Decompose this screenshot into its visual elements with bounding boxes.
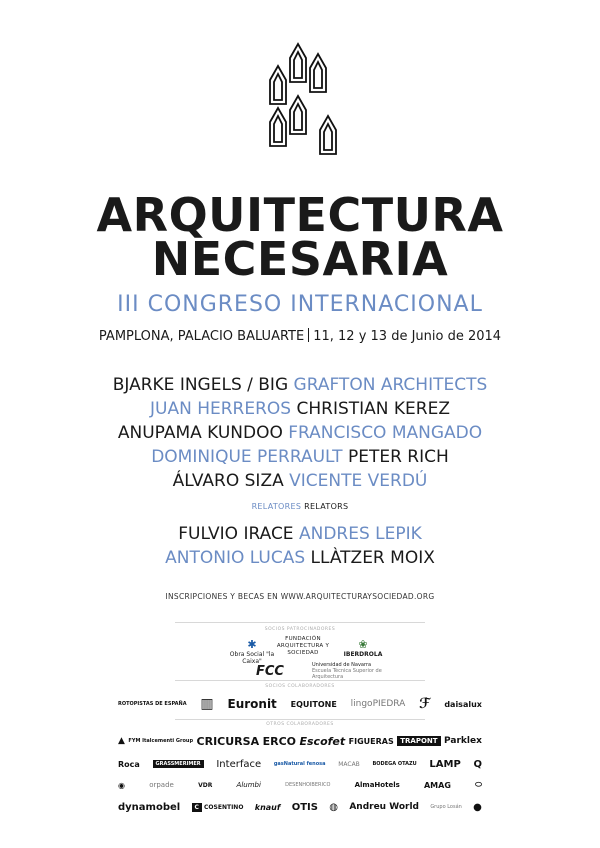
relator: LLÀTZER MOIX xyxy=(310,548,435,568)
sponsor-logo: orpade xyxy=(149,781,174,789)
sponsor-row xyxy=(118,732,482,750)
sponsor-logo: Parklex xyxy=(444,736,482,746)
speakers-list xyxy=(0,373,600,493)
speaker: CHRISTIAN KEREZ xyxy=(296,399,450,419)
dates: 11, 12 y 13 de Junio de 2014 xyxy=(313,329,502,344)
obra-social-label: Obra Social "la Caixa" xyxy=(229,651,275,665)
sponsor-row xyxy=(118,798,482,816)
divider xyxy=(308,328,309,342)
speaker-row xyxy=(0,445,600,469)
speaker: BJARKE INGELS / BIG xyxy=(112,375,289,395)
sponsor-logo: Roca xyxy=(118,759,140,769)
sponsor-logo: knauf xyxy=(254,802,281,812)
section-title: OTROS COLABORADORES xyxy=(266,722,334,727)
relator: ANDRES LEPIK xyxy=(298,524,422,544)
c-icon: C xyxy=(192,803,202,812)
speaker-row xyxy=(0,421,600,445)
relators-list xyxy=(0,522,600,570)
venue-dates xyxy=(0,328,600,344)
sponsor-logo: FIGUERAS xyxy=(348,736,394,746)
sponsor-logo: CRICURSA xyxy=(196,734,260,748)
circle-icon: ● xyxy=(473,801,482,813)
circle-icon: ◉ xyxy=(118,780,125,790)
globe-icon: ◍ xyxy=(329,801,338,813)
sponsor-logo: Escofet xyxy=(299,734,346,748)
registration-info: INSCRIPCIONES Y BECAS EN WWW.ARQUITECTURAYSOCIEDAD.ORG xyxy=(165,592,435,601)
unav-sub: Escuela Técnica Superior de Arquitectura xyxy=(312,668,382,680)
sponsor-logo: TRAPONT xyxy=(397,736,440,746)
relator-row xyxy=(0,546,600,570)
sponsor-logo: ROTOPISTAS DE ESPAÑA xyxy=(118,701,187,707)
sponsor-logo: Alumbi xyxy=(236,781,261,789)
sponsor-logo: VDR xyxy=(198,781,213,789)
sponsor-logo: gasNatural fenosa xyxy=(273,761,326,767)
sponsor-logo: BODEGA OTAZU xyxy=(372,761,417,767)
relator: ANTONIO LUCAS xyxy=(165,548,306,568)
venue: PAMPLONA, PALACIO BALUARTE xyxy=(98,329,305,344)
leaf-icon: ❀ xyxy=(358,638,368,651)
sponsor-logo xyxy=(192,803,244,812)
sponsor-row xyxy=(118,694,482,714)
speaker: DOMINIQUE PERRAULT xyxy=(151,447,343,467)
fundacion-logo: FUNDACIÓN ARQUITECTURA Y SOCIEDAD xyxy=(276,636,330,656)
divider xyxy=(175,719,425,720)
relator: FULVIO IRACE xyxy=(178,524,294,544)
sponsor-logo: Interface xyxy=(216,758,262,770)
divider xyxy=(175,622,425,623)
speaker: JUAN HERREROS xyxy=(149,399,292,419)
speaker-row xyxy=(0,373,600,397)
sponsor-logo: LAMP xyxy=(429,758,461,770)
section-title: SOCIOS PATROCINADORES xyxy=(264,627,336,632)
triangle-icon: ▲ xyxy=(118,736,125,746)
title-line-1: ARQUITECTURA xyxy=(96,188,504,242)
speaker: VICENTE VERDÚ xyxy=(289,471,428,491)
relator-row xyxy=(0,522,600,546)
relatores-label: RELATORES xyxy=(251,502,302,511)
sponsor-logo: MACAB xyxy=(338,760,360,768)
speaker: ANUPAMA KUNDOO xyxy=(117,423,283,443)
unav-logo xyxy=(312,662,392,680)
iberdrola-label: IBERDROLA xyxy=(343,651,383,658)
sponsor-logo: GRASSMERIMER xyxy=(153,760,204,768)
speaker: GRAFTON ARCHITECTS xyxy=(293,375,488,395)
oval-icon: ⬭ xyxy=(475,780,482,789)
divider xyxy=(175,680,425,681)
sponsor-logo: FYM Italcementi Group xyxy=(128,738,194,744)
houses-logo-icon xyxy=(262,38,342,158)
title-line-2: NECESARIA xyxy=(151,232,449,286)
sponsor-logo: daisalux xyxy=(444,699,482,709)
sponsor-logo: Q xyxy=(473,758,482,770)
unav-label: Universidad de Navarra xyxy=(312,662,372,668)
sponsor-logo: DESENHOIBERICO xyxy=(285,782,331,788)
sponsor-logo: Grupo Losán xyxy=(430,804,462,810)
sponsor-logo: Andreu World xyxy=(349,802,419,812)
sponsor-logo: Euronit xyxy=(227,697,277,711)
star-icon: ✱ xyxy=(247,638,257,651)
speaker: ÁLVARO SIZA xyxy=(172,471,284,491)
fcc-logo: FCC xyxy=(256,664,284,679)
sponsor-logo: dynamobel xyxy=(118,801,181,813)
sponsor-logo: EQUITONE xyxy=(290,699,337,709)
speaker: PETER RICH xyxy=(347,447,449,467)
sponsor-logo: ERCO xyxy=(262,734,296,748)
cosentino-label: COSENTINO xyxy=(204,803,244,811)
congress-subtitle: III CONGRESO INTERNACIONAL xyxy=(117,292,483,317)
sponsor-row xyxy=(118,756,482,772)
f-icon: ℱ xyxy=(419,696,431,712)
section-title: SOCIOS COLABORADORES xyxy=(265,684,335,689)
sponsor-row xyxy=(118,778,482,792)
sponsor-logo: AlmaHotels xyxy=(354,781,400,789)
sponsor-logo: AMAG xyxy=(423,780,451,790)
speaker: FRANCISCO MANGADO xyxy=(288,423,483,443)
speaker-row xyxy=(0,397,600,421)
speaker-row xyxy=(0,469,600,493)
sponsor-logo: lingoPIEDRA xyxy=(350,699,406,709)
relators-label: RELATORS xyxy=(304,502,349,511)
iberdrola-logo xyxy=(338,638,388,658)
sponsor-logo: OTIS xyxy=(291,801,318,813)
grid-icon: ▥ xyxy=(200,696,214,712)
relators-heading xyxy=(0,502,600,511)
